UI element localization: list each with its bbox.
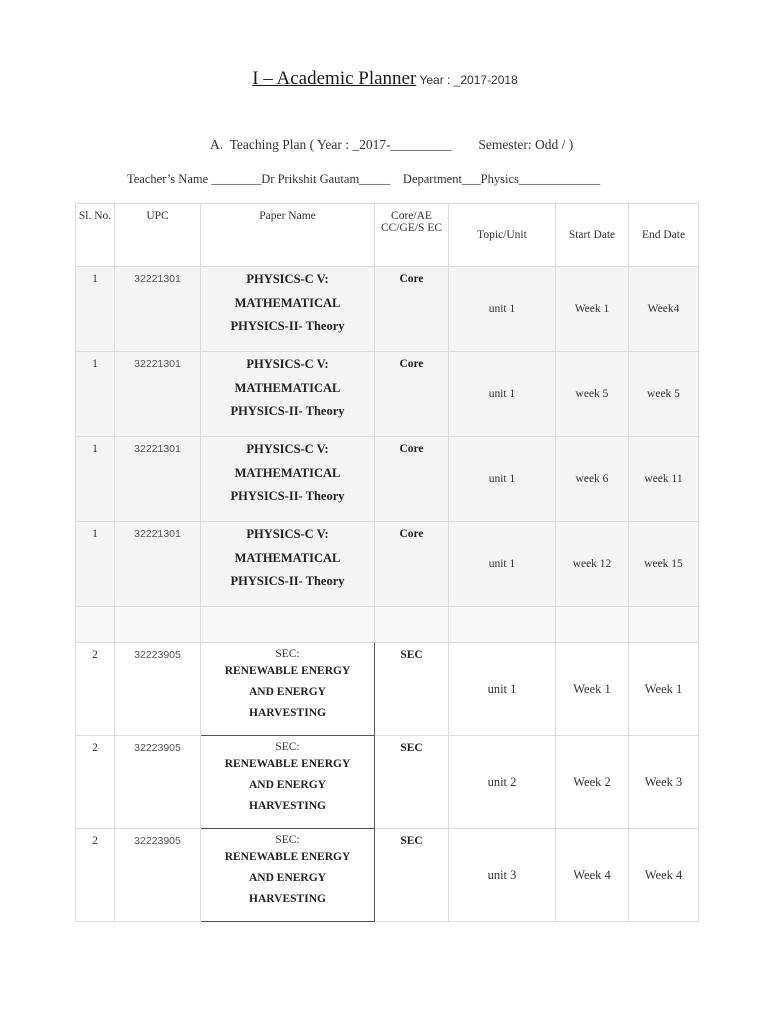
teacher-department-line: Teacher’s Name ________Dr Prikshit Gautam_____ Department___Physics_____________: [127, 172, 601, 186]
core-cell: Core: [375, 437, 449, 522]
teaching-plan-table: [75, 203, 699, 922]
paper-name-line: AND ENERGY: [249, 686, 326, 698]
core-cell: Core: [375, 352, 449, 437]
paper-name-line: PHYSICS-C V:: [246, 527, 329, 541]
upc-cell: 32223905: [115, 643, 201, 736]
paper-name-cell: [201, 267, 375, 352]
sl-no-cell: 1: [76, 437, 115, 522]
start-date-cell: Week 1: [556, 643, 629, 736]
table-row: [76, 643, 699, 736]
paper-name-line: PHYSICS-II- Theory: [230, 489, 345, 503]
paper-name-line: AND ENERGY: [249, 872, 326, 884]
table-row: [76, 829, 699, 922]
topic-unit-cell: unit 3: [449, 829, 556, 922]
start-date-cell: week 5: [556, 352, 629, 437]
paper-name-line: MATHEMATICAL: [234, 465, 341, 480]
paper-name-line: MATHEMATICAL: [234, 295, 341, 310]
paper-name-line: AND ENERGY: [249, 779, 326, 791]
table-row: [76, 352, 699, 437]
paper-name-line: HARVESTING: [249, 893, 326, 905]
header-start-date: Start Date: [556, 204, 629, 267]
blank-cell: [629, 607, 699, 643]
blank-cell: [76, 607, 115, 643]
table-row: [76, 522, 699, 607]
core-cell: SEC: [375, 736, 449, 829]
start-date-cell: week 6: [556, 437, 629, 522]
paper-name-line: PHYSICS-C V:: [246, 357, 329, 371]
blank-cell: [375, 607, 449, 643]
end-date-cell: Week 3: [629, 736, 699, 829]
upc-cell: 32221301: [115, 352, 201, 437]
blank-cell: [556, 607, 629, 643]
paper-name-line: RENEWABLE ENERGY: [224, 665, 351, 677]
header-upc: UPC: [115, 204, 201, 267]
upc-cell: 32221301: [115, 437, 201, 522]
core-cell: SEC: [375, 643, 449, 736]
paper-name-line: RENEWABLE ENERGY: [224, 851, 351, 863]
paper-category-label: SEC:: [275, 834, 300, 846]
paper-name-line: PHYSICS-II- Theory: [230, 574, 345, 588]
paper-name-text: [201, 847, 374, 910]
paper-name-line: HARVESTING: [249, 800, 326, 812]
teaching-plan-line: A. Teaching Plan ( Year : _2017-_________ Semester: Odd / ): [210, 137, 574, 152]
upc-cell: 32223905: [115, 829, 201, 922]
sl-no-cell: 1: [76, 267, 115, 352]
header-sl-no: Sl. No.: [76, 204, 115, 267]
paper-name-cell: [201, 522, 375, 607]
header-core: Core/AE CC/GE/S EC: [375, 204, 449, 267]
header-end-date: End Date: [629, 204, 699, 267]
sl-no-cell: 1: [76, 522, 115, 607]
blank-cell: [201, 607, 375, 643]
blank-cell: [449, 607, 556, 643]
end-date-cell: Week 4: [629, 829, 699, 922]
topic-unit-cell: unit 1: [449, 267, 556, 352]
paper-name-line: MATHEMATICAL: [234, 380, 341, 395]
table-header-row: [76, 204, 699, 267]
start-date-cell: Week 2: [556, 736, 629, 829]
start-date-cell: week 12: [556, 522, 629, 607]
blank-cell: [115, 607, 201, 643]
end-date-cell: Week 1: [629, 643, 699, 736]
header-topic-unit: Topic/Unit: [449, 204, 556, 267]
paper-name-line: RENEWABLE ENERGY: [224, 758, 351, 770]
sl-no-cell: 2: [76, 736, 115, 829]
table-row: [76, 736, 699, 829]
core-cell: Core: [375, 267, 449, 352]
paper-name-cell: [201, 643, 375, 736]
paper-name-cell: [201, 736, 375, 829]
topic-unit-cell: unit 1: [449, 643, 556, 736]
paper-name-cell: [201, 352, 375, 437]
core-cell: SEC: [375, 829, 449, 922]
paper-name-text: [201, 661, 374, 724]
paper-category-label: SEC:: [275, 648, 300, 660]
start-date-cell: Week 4: [556, 829, 629, 922]
blank-row: [76, 607, 699, 643]
paper-name-text: [201, 754, 374, 817]
sl-no-cell: 1: [76, 352, 115, 437]
paper-name-line: PHYSICS-C V:: [246, 442, 329, 456]
planner-title: I – Academic Planner: [252, 68, 417, 89]
upc-cell: 32223905: [115, 736, 201, 829]
page-title: [0, 68, 770, 90]
table-row: [76, 437, 699, 522]
topic-unit-cell: unit 2: [449, 736, 556, 829]
paper-name-line: PHYSICS-II- Theory: [230, 404, 345, 418]
paper-name-cell: [201, 437, 375, 522]
topic-unit-cell: unit 1: [449, 352, 556, 437]
start-date-cell: Week 1: [556, 267, 629, 352]
paper-name-line: PHYSICS-II- Theory: [230, 319, 345, 333]
paper-name-cell: [201, 829, 375, 922]
sl-no-cell: 2: [76, 829, 115, 922]
sl-no-cell: 2: [76, 643, 115, 736]
topic-unit-cell: unit 1: [449, 522, 556, 607]
end-date-cell: Week4: [629, 267, 699, 352]
end-date-cell: week 11: [629, 437, 699, 522]
paper-category-label: SEC:: [275, 741, 300, 753]
end-date-cell: week 15: [629, 522, 699, 607]
planner-year: Year : _2017-2018: [416, 73, 518, 87]
upc-cell: 32221301: [115, 267, 201, 352]
table-row: [76, 267, 699, 352]
upc-cell: 32221301: [115, 522, 201, 607]
core-cell: Core: [375, 522, 449, 607]
paper-name-line: MATHEMATICAL: [234, 550, 341, 565]
paper-name-line: HARVESTING: [249, 707, 326, 719]
header-paper-name: Paper Name: [201, 204, 375, 267]
paper-name-line: PHYSICS-C V:: [246, 272, 329, 286]
topic-unit-cell: unit 1: [449, 437, 556, 522]
end-date-cell: week 5: [629, 352, 699, 437]
